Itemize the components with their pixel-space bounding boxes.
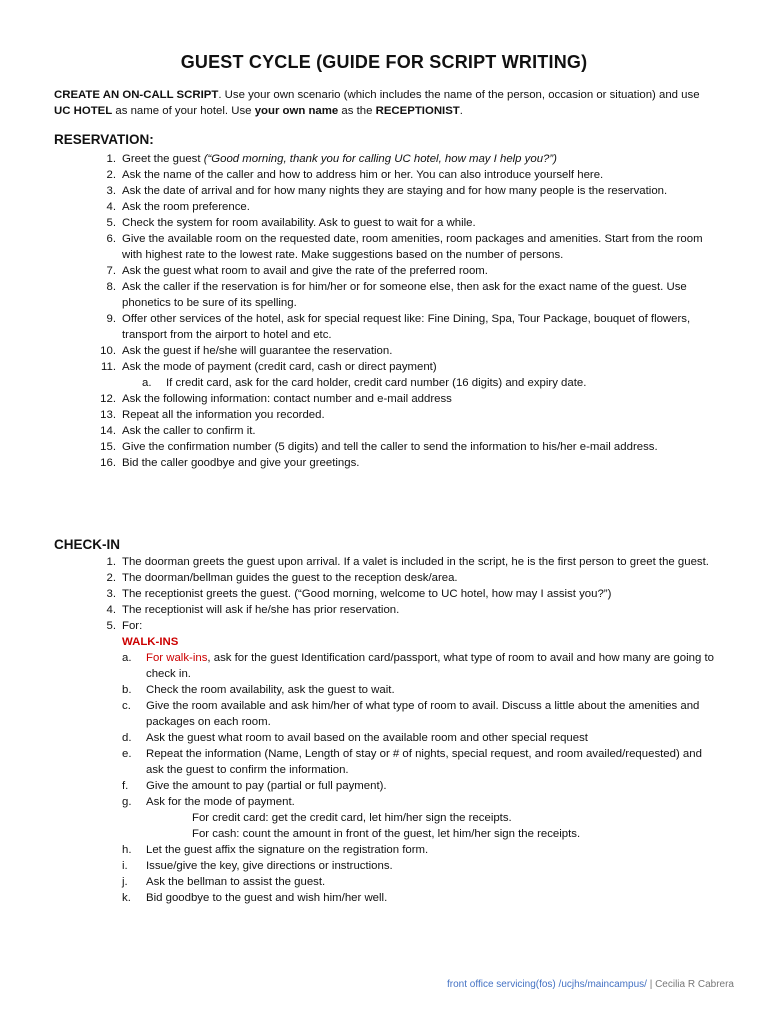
item-text: Ask the caller to confirm it.: [122, 425, 256, 437]
item-text: Ask the caller if the reservation is for him/her or for someone else, then ask for the exact name of the guest. Use phonetics to be sure of its spelling.: [122, 281, 687, 309]
item-text: The receptionist greets the guest. (“Good morning, welcome to UC hotel, how may I assist you?”): [122, 588, 612, 600]
reservation-heading: RESERVATION:: [54, 132, 154, 147]
item-text: Repeat all the information you recorded.: [122, 409, 325, 421]
sub-item-letter: a.: [142, 377, 152, 389]
item-text: Greet the guest: [122, 153, 204, 165]
list-item: [96, 215, 716, 231]
sub-item-text: Give the room available and ask him/her of what type of room to avail. Discuss a little about the amenities and packages on each room.: [146, 700, 700, 728]
list-item: [96, 263, 716, 279]
sub-item-letter: k.: [122, 892, 131, 904]
sub-item-text: Ask the bellman to assist the guest.: [146, 876, 326, 888]
intro-text-2: as name of your hotel. Use: [112, 105, 255, 117]
walkins-label: WALK-INS: [122, 636, 179, 648]
list-item: [96, 151, 716, 167]
sub-list: [122, 375, 716, 391]
list-item: [96, 183, 716, 199]
item-text: For:: [122, 620, 143, 632]
footer-course-path: front office servicing(fos) /ucjhs/maincampus/: [447, 979, 647, 990]
item-number: 3 .: [96, 586, 116, 602]
sub-item-letter: j.: [122, 876, 128, 888]
sub-item-letter: c.: [122, 700, 131, 712]
payment-credit-card: For credit card: get the credit card, let him/her sign the receipts.: [192, 812, 512, 824]
intro-bold-hotel: UC HOTEL: [54, 105, 113, 117]
intro-text-1: . Use your own scenario (which includes the name of the person, occasion or situation) and use: [218, 89, 700, 101]
item-text: Offer other services of the hotel, ask for special request like: Fine Dining, Spa, Tour Package, bouquet of flowers, transport from the airport to hotel and etc.: [122, 313, 691, 341]
sub-list-item: [122, 375, 716, 391]
sub-list-item: [122, 874, 716, 890]
item-number: 11 .: [96, 359, 116, 375]
walkins-highlight: For walk-ins: [146, 652, 208, 664]
sub-item-letter: f.: [122, 780, 129, 792]
sub-list-item: [122, 730, 716, 746]
sub-item-text: If credit card, ask for the card holder, credit card number (16 digits) and expiry date.: [166, 377, 587, 389]
sub-list-item: [122, 890, 716, 906]
sub-list-item: [122, 794, 716, 842]
sub-list-item: [122, 698, 716, 730]
list-item: [96, 423, 716, 439]
sub-item-letter: g.: [122, 796, 132, 808]
item-number: 5 .: [96, 618, 116, 634]
list-item: [96, 359, 716, 391]
list-item: [96, 279, 716, 311]
walkins-steps: [122, 650, 716, 906]
sub-item-letter: e.: [122, 748, 132, 760]
item-number: 12 .: [96, 391, 116, 407]
list-item: [96, 570, 716, 586]
item-text: The receptionist will ask if he/she has prior reservation.: [122, 604, 400, 616]
item-text: Give the available room on the requested date, room amenities, room packages and amenities. Start from the room with highest rate to the lowest rate. Make suggestions based on the number of persons.: [122, 233, 703, 261]
sub-list-item: [122, 746, 716, 778]
reservation-steps: [96, 151, 716, 471]
sub-item-text: Ask the guest what room to avail based on the available room and other special request: [146, 732, 588, 744]
footer-separator: |: [646, 979, 656, 990]
item-text: Ask the room preference.: [122, 201, 250, 213]
list-item: [96, 199, 716, 215]
sub-list-item: [122, 842, 716, 858]
intro-paragraph: [54, 87, 714, 119]
list-item: [96, 618, 716, 906]
item-number: 1 .: [96, 151, 116, 167]
item-text: Bid the caller goodbye and give your greetings.: [122, 457, 360, 469]
sub-item-text: Repeat the information (Name, Length of stay or # of nights, special request, and room availed/requested) and ask the guest to confirm the information.: [146, 748, 702, 776]
item-text: Give the confirmation number (5 digits) and tell the caller to send the information to his/her e-mail address.: [122, 441, 658, 453]
sub-item-letter: b.: [122, 684, 132, 696]
item-number: 10 .: [96, 343, 116, 359]
page-title: GUEST CYCLE (GUIDE FOR SCRIPT WRITING): [180, 52, 588, 72]
item-quote: (“Good morning, thank you for calling UC hotel, how may I help you?”): [203, 153, 557, 165]
checkin-steps: [96, 554, 716, 906]
item-number: 6 .: [96, 231, 116, 247]
sub-item-text: Check the room availability, ask the guest to wait.: [146, 684, 395, 696]
payment-cash: For cash: count the amount in front of the guest, let him/her sign the receipts.: [192, 828, 581, 840]
list-item: [96, 311, 716, 343]
item-number: 2 .: [96, 167, 116, 183]
sub-list-item: [122, 778, 716, 794]
item-text: Ask the name of the caller and how to address him or her. You can also introduce yourself here.: [122, 169, 604, 181]
sub-item-text: , ask for the guest Identification card/passport, what type of room to avail and how many are going to check in.: [146, 652, 714, 680]
item-number: 4 .: [96, 602, 116, 618]
sub-item-text: Issue/give the key, give directions or instructions.: [146, 860, 393, 872]
item-text: Ask the date of arrival and for how many nights they are staying and for how many people is the reservation.: [122, 185, 668, 197]
list-item: [96, 391, 716, 407]
intro-text-3: as the: [338, 105, 376, 117]
item-number: 5 .: [96, 215, 116, 231]
intro-bold-receptionist: RECEPTIONIST: [375, 105, 460, 117]
item-number: 15 .: [96, 439, 116, 455]
checkin-heading: CHECK-IN: [54, 537, 120, 552]
intro-bold-script: CREATE AN ON-CALL SCRIPT: [54, 89, 219, 101]
sub-item-letter: a.: [122, 652, 132, 664]
list-item: [96, 343, 716, 359]
item-text: The doorman/bellman guides the guest to the reception desk/area.: [122, 572, 458, 584]
sub-list-item: [122, 858, 716, 874]
footer-author: Cecilia R Cabrera: [655, 979, 734, 990]
item-text: Ask the mode of payment (credit card, cash or direct payment): [122, 361, 437, 373]
list-item: [96, 455, 716, 471]
item-number: 1 .: [96, 554, 116, 570]
item-text: Check the system for room availability. Ask to guest to wait for a while.: [122, 217, 476, 229]
item-number: 9 .: [96, 311, 116, 327]
item-text: Ask the guest what room to avail and give the rate of the preferred room.: [122, 265, 488, 277]
item-number: 8 .: [96, 279, 116, 295]
list-item: [96, 167, 716, 183]
sub-item-text: Ask for the mode of payment.: [146, 796, 295, 808]
list-item: [96, 231, 716, 263]
page-footer: [447, 979, 734, 990]
item-number: 7 .: [96, 263, 116, 279]
list-item: [96, 439, 716, 455]
sub-item-letter: i.: [122, 860, 128, 872]
sub-item-letter: d.: [122, 732, 132, 744]
item-number: 4 .: [96, 199, 116, 215]
list-item: [96, 407, 716, 423]
sub-item-text: Give the amount to pay (partial or full payment).: [146, 780, 387, 792]
sub-list-item: [122, 682, 716, 698]
item-number: 2 .: [96, 570, 116, 586]
item-text: Ask the guest if he/she will guarantee the reservation.: [122, 345, 393, 357]
item-text: Ask the following information: contact number and e-mail address: [122, 393, 452, 405]
item-number: 3 .: [96, 183, 116, 199]
item-text: The doorman greets the guest upon arrival. If a valet is included in the script, he is the first person to greet the guest.: [122, 556, 709, 568]
intro-text-4: .: [459, 105, 463, 117]
intro-bold-name: your own name: [254, 105, 339, 117]
sub-item-text: Let the guest affix the signature on the registration form.: [146, 844, 429, 856]
item-number: 16 .: [96, 455, 116, 471]
list-item: [96, 554, 716, 570]
sub-item-text: Bid goodbye to the guest and wish him/her well.: [146, 892, 388, 904]
item-number: 14 .: [96, 423, 116, 439]
list-item: [96, 586, 716, 602]
item-number: 13 .: [96, 407, 116, 423]
sub-list-item: [122, 650, 716, 682]
sub-item-letter: h.: [122, 844, 132, 856]
list-item: [96, 602, 716, 618]
